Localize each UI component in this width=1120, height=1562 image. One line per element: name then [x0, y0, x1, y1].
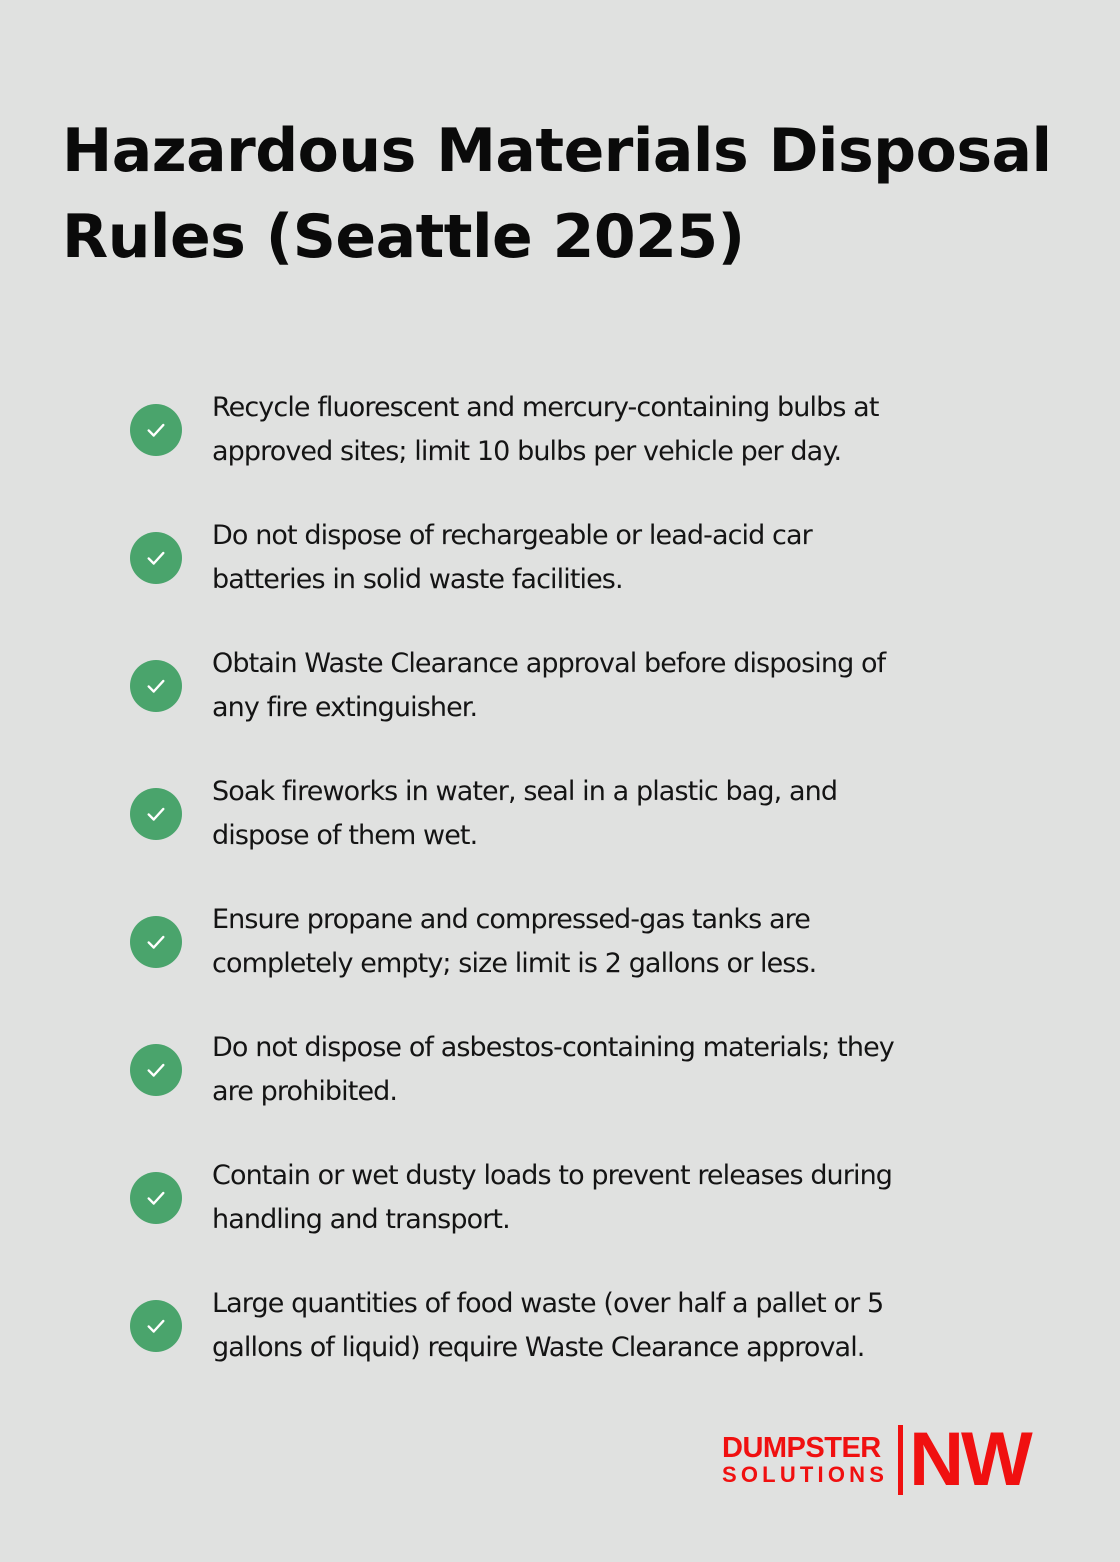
- rule-text: [212, 898, 1030, 986]
- rule-text: [212, 386, 1030, 474]
- rule-text: [212, 514, 1030, 602]
- rule-text-line: Large quantities of food waste (over half a pallet or 5: [212, 1288, 884, 1319]
- rule-text-line: Do not dispose of asbestos-containing materials; they: [212, 1032, 894, 1063]
- check-circle-icon: [130, 788, 182, 840]
- rules-list: [130, 368, 1030, 1392]
- page-title: [62, 108, 1062, 280]
- rule-text-line: Contain or wet dusty loads to prevent releases during: [212, 1160, 893, 1191]
- title-line-1: Hazardous Materials Disposal: [62, 116, 1052, 186]
- logo-text-nw: NW: [909, 1417, 1030, 1502]
- check-circle-icon: [130, 1044, 182, 1096]
- rule-item: [130, 880, 1030, 1008]
- rule-text-line: dispose of them wet.: [212, 820, 478, 851]
- logo-wordmark: [722, 1433, 888, 1487]
- rule-text-line: Soak fireworks in water, seal in a plastic bag, and: [212, 776, 838, 807]
- check-circle-icon: [130, 1172, 182, 1224]
- logo-text-dumpster: DUMPSTER: [722, 1432, 881, 1464]
- rule-text-line: handling and transport.: [212, 1204, 510, 1235]
- rule-text-line: completely empty; size limit is 2 gallons or less.: [212, 948, 817, 979]
- rule-item: [130, 752, 1030, 880]
- rule-text-line: approved sites; limit 10 bulbs per vehicle per day.: [212, 436, 842, 467]
- check-circle-icon: [130, 404, 182, 456]
- rule-text-line: Do not dispose of rechargeable or lead-acid car: [212, 520, 812, 551]
- title-line-2: Rules (Seattle 2025): [62, 202, 745, 272]
- rule-text-line: any fire extinguisher.: [212, 692, 478, 723]
- rule-item: [130, 368, 1030, 496]
- brand-logo: [722, 1417, 1030, 1502]
- rule-text: [212, 1154, 1030, 1242]
- check-circle-icon: [130, 660, 182, 712]
- check-circle-icon: [130, 916, 182, 968]
- check-circle-icon: [130, 1300, 182, 1352]
- logo-text-solutions: SOLUTIONS: [722, 1462, 889, 1487]
- rule-item: [130, 496, 1030, 624]
- rule-item: [130, 1136, 1030, 1264]
- rule-text-line: Ensure propane and compressed-gas tanks are: [212, 904, 810, 935]
- rule-text-line: are prohibited.: [212, 1076, 398, 1107]
- rule-item: [130, 1008, 1030, 1136]
- rule-item: [130, 624, 1030, 752]
- rule-text: [212, 642, 1030, 730]
- rule-text: [212, 1282, 1030, 1370]
- rule-text: [212, 770, 1030, 858]
- rule-text: [212, 1026, 1030, 1114]
- rule-text-line: Recycle fluorescent and mercury-containing bulbs at: [212, 392, 879, 423]
- logo-divider: [898, 1425, 903, 1495]
- rule-text-line: batteries in solid waste facilities.: [212, 564, 623, 595]
- rule-text-line: gallons of liquid) require Waste Clearance approval.: [212, 1332, 865, 1363]
- rule-item: [130, 1264, 1030, 1392]
- rule-text-line: Obtain Waste Clearance approval before disposing of: [212, 648, 886, 679]
- check-circle-icon: [130, 532, 182, 584]
